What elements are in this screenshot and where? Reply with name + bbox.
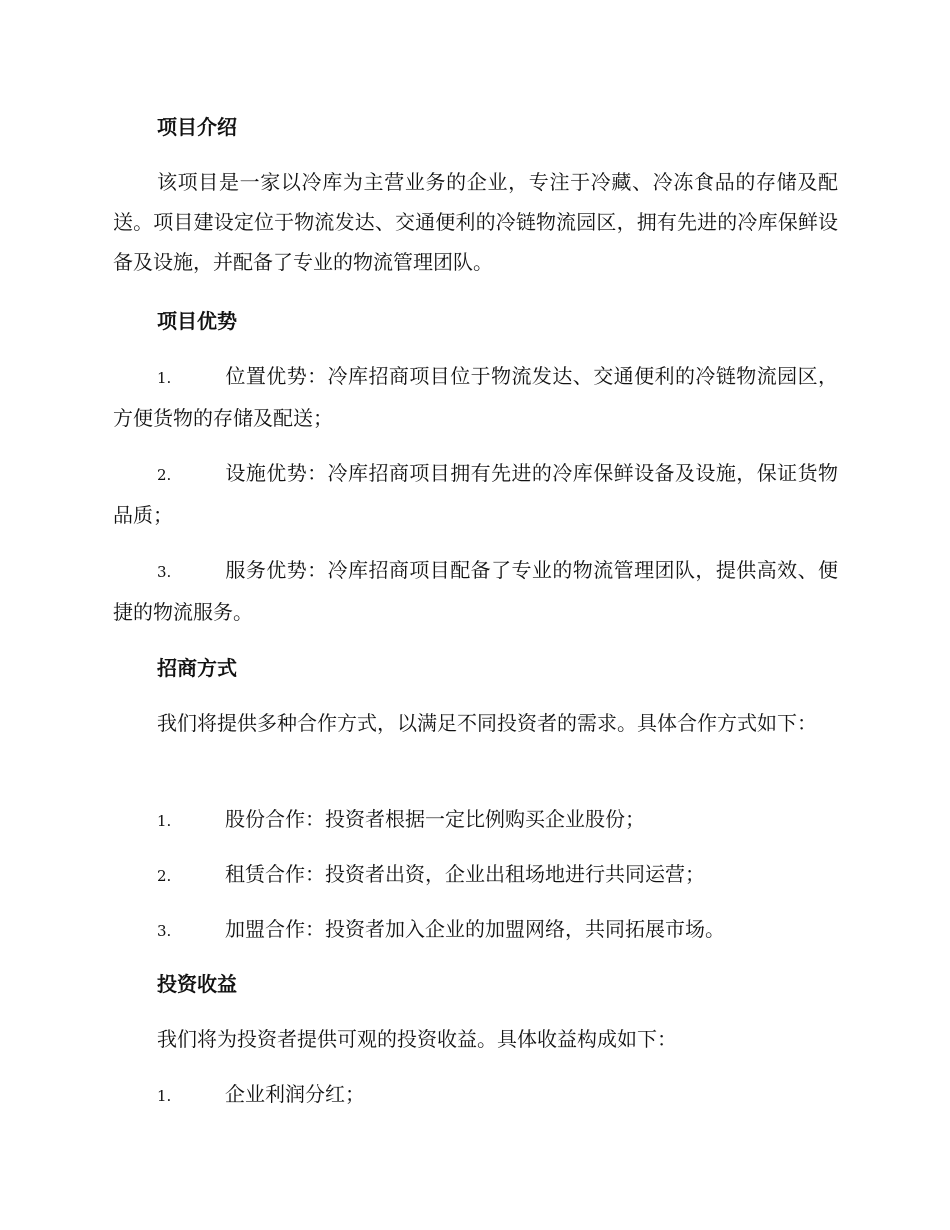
paragraph-investment-returns: 我们将为投资者提供可观的投资收益。具体收益构成如下：	[157, 1027, 677, 1051]
list-item	[113, 550, 838, 632]
list-number: 1.	[157, 812, 172, 830]
paragraph-project-intro: 该项目是一家以冷库为主营业务的企业，专注于冷藏、冷冻食品的存储及配送。项目建设定位于物流发达、交通便利的冷链物流园区，拥有先进的冷库保鲜设备及设施，并配备了专业的物流管理团队。	[113, 170, 838, 274]
list-item	[113, 356, 838, 438]
list-number: 1.	[157, 369, 172, 387]
list-text: 设施优势：冷库招商项目拥有先进的冷库保鲜设备及设施，保证货物品质；	[113, 461, 838, 527]
list-text: 企业利润分红；	[225, 1082, 365, 1106]
paragraph-investment-mode: 我们将提供多种合作方式，以满足不同投资者的需求。具体合作方式如下：	[157, 711, 817, 735]
list-number: 1.	[157, 1087, 172, 1105]
list-number: 2.	[157, 867, 172, 885]
list-item	[113, 854, 838, 896]
list-text: 股份合作：投资者根据一定比例购买企业股份；	[225, 807, 645, 831]
list-text: 位置优势：冷库招商项目位于物流发达、交通便利的冷链物流园区，方便货物的存储及配送；	[113, 364, 838, 430]
list-text: 加盟合作：投资者加入企业的加盟网络，共同拓展市场。	[225, 917, 725, 941]
list-number: 3.	[157, 563, 172, 581]
list-text: 服务优势：冷库招商项目配备了专业的物流管理团队，提供高效、便捷的物流服务。	[113, 558, 838, 624]
list-item	[113, 799, 838, 841]
list-number: 3.	[157, 922, 172, 940]
heading-project-intro: 项目介绍	[157, 115, 237, 139]
list-text: 租赁合作：投资者出资，企业出租场地进行共同运营；	[225, 862, 705, 886]
heading-investment-returns: 投资收益	[157, 972, 237, 996]
list-item	[113, 1074, 838, 1116]
list-number: 2.	[157, 466, 172, 484]
list-item	[113, 909, 838, 951]
heading-investment-mode: 招商方式	[157, 656, 237, 680]
heading-project-advantages: 项目优势	[157, 309, 237, 333]
list-item	[113, 453, 838, 535]
